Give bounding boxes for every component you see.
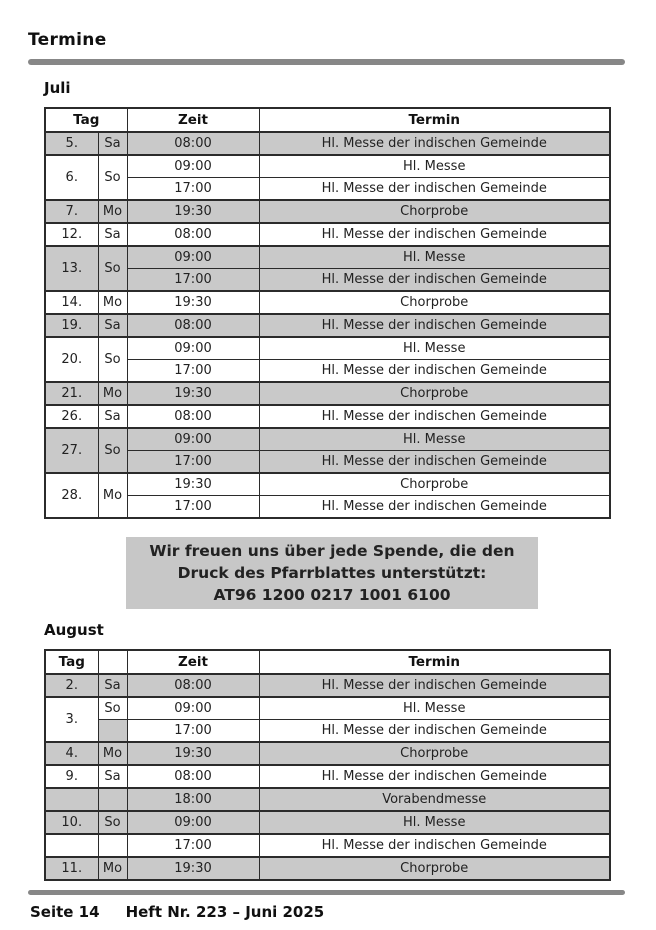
header-cell [98,650,127,674]
table-cell: 08:00 [127,765,259,788]
table-cell: Hl. Messe der indischen Gemeinde [259,269,610,292]
header-cell: Zeit [127,108,259,132]
table-cell: Hl. Messe der indischen Gemeinde [259,451,610,474]
table-cell: 11. [45,857,98,880]
table-cell [98,720,127,743]
footer-page-number: Seite 14 [30,903,100,921]
table-cell: So [98,246,127,291]
table-cell: 17:00 [127,269,259,292]
table-cell: 17:00 [127,178,259,201]
table-cell: Sa [98,132,127,155]
table-cell: Hl. Messe [259,697,610,720]
table-row [45,132,610,155]
table-row [45,697,610,720]
table-cell: 17:00 [127,720,259,743]
table-cell: 09:00 [127,428,259,451]
table-row [45,742,610,765]
table-cell: 9. [45,765,98,788]
table-cell [45,788,98,811]
table-cell: 08:00 [127,314,259,337]
table-cell: Vorabendmesse [259,788,610,811]
table-row [45,473,610,496]
footer-rule [28,890,625,895]
table-row [45,451,610,474]
table-cell [45,834,98,857]
table-row [45,720,610,743]
table-cell: So [98,428,127,473]
table-cell: Mo [98,291,127,314]
table-cell: Chorprobe [259,291,610,314]
table-cell: 09:00 [127,697,259,720]
table-cell: Hl. Messe der indischen Gemeinde [259,132,610,155]
header-cell: Tag [45,108,127,132]
table-cell: Hl. Messe der indischen Gemeinde [259,178,610,201]
header-rule [28,59,625,65]
table-cell: 17:00 [127,360,259,383]
table-row [45,857,610,880]
table-cell: 17:00 [127,496,259,519]
table-cell: Hl. Messe [259,246,610,269]
table-cell: 08:00 [127,132,259,155]
table-cell: 19:30 [127,382,259,405]
table-cell: Hl. Messe [259,337,610,360]
table-cell: 19:30 [127,857,259,880]
header-cell: Termin [259,108,610,132]
donation-line: Druck des Pfarrblattes unterstützt: [177,564,487,582]
schedule-table-juli [44,107,611,519]
table-cell: 13. [45,246,98,291]
table-cell: 4. [45,742,98,765]
table-cell: 5. [45,132,98,155]
table-cell: Sa [98,405,127,428]
table-cell: Hl. Messe der indischen Gemeinde [259,834,610,857]
table-cell: Sa [98,765,127,788]
table-cell: Hl. Messe der indischen Gemeinde [259,314,610,337]
table-cell: 12. [45,223,98,246]
table-cell: Chorprobe [259,382,610,405]
header-cell: Termin [259,650,610,674]
section-juli [28,79,628,519]
table-cell: Hl. Messe der indischen Gemeinde [259,674,610,697]
table-row [45,269,610,292]
table-row [45,314,610,337]
donation-iban: AT96 1200 0217 1001 6100 [213,586,451,604]
table-cell: 19:30 [127,473,259,496]
table-cell: Sa [98,223,127,246]
table-cell: Chorprobe [259,473,610,496]
table-cell: So [98,155,127,200]
table-cell: 09:00 [127,337,259,360]
table-cell: 2. [45,674,98,697]
header-cell: Tag [45,650,98,674]
table-row [45,246,610,269]
table-row [45,382,610,405]
table-row [45,428,610,451]
table-cell: So [98,811,127,834]
section-august [28,621,628,881]
table-cell [98,834,127,857]
table-cell: Sa [98,314,127,337]
table-cell: 17:00 [127,451,259,474]
table-cell [98,788,127,811]
table-cell: 20. [45,337,98,382]
table-cell: 7. [45,200,98,223]
table-cell: Chorprobe [259,200,610,223]
table-cell: 19:30 [127,291,259,314]
footer-issue: Heft Nr. 223 – Juni 2025 [125,903,325,921]
table-row [45,337,610,360]
table-row [45,200,610,223]
table-cell: 18:00 [127,788,259,811]
table-cell: Mo [98,857,127,880]
table-cell: Hl. Messe der indischen Gemeinde [259,360,610,383]
table-cell: Mo [98,742,127,765]
page-title: Termine [28,30,107,50]
table-cell: 09:00 [127,246,259,269]
schedule-table-august [44,649,611,881]
page-footer [30,903,628,921]
table-row [45,291,610,314]
table-cell: Hl. Messe der indischen Gemeinde [259,765,610,788]
table-cell: Hl. Messe der indischen Gemeinde [259,720,610,743]
table-cell: So [98,337,127,382]
table-cell: 27. [45,428,98,473]
donation-box [126,537,538,609]
table-cell: Hl. Messe der indischen Gemeinde [259,223,610,246]
table-row [45,674,610,697]
table-cell: 6. [45,155,98,200]
table-row [45,765,610,788]
table-cell: 28. [45,473,98,518]
table-cell: So [98,697,127,720]
section-title-august: August [44,621,104,639]
header-cell: Zeit [127,650,259,674]
table-row [45,155,610,178]
section-title-juli: Juli [44,79,71,97]
table-cell: Chorprobe [259,742,610,765]
table-row [45,811,610,834]
table-cell: Mo [98,200,127,223]
table-row [45,360,610,383]
table-row [45,405,610,428]
table-cell: 08:00 [127,405,259,428]
table-cell: 19:30 [127,200,259,223]
table-cell: Hl. Messe der indischen Gemeinde [259,496,610,519]
table-cell: 21. [45,382,98,405]
table-cell: 26. [45,405,98,428]
table-cell: Sa [98,674,127,697]
table-cell: 10. [45,811,98,834]
table-cell: 19:30 [127,742,259,765]
table-cell: Hl. Messe [259,428,610,451]
table-cell: Hl. Messe [259,811,610,834]
table-cell: 14. [45,291,98,314]
table-row [45,223,610,246]
table-cell: Mo [98,382,127,405]
table-cell: Chorprobe [259,857,610,880]
table-cell: 09:00 [127,811,259,834]
table-cell: Mo [98,473,127,518]
table-row [45,834,610,857]
table-cell: 3. [45,697,98,742]
table-cell: 08:00 [127,223,259,246]
table-row [45,178,610,201]
table-cell: Hl. Messe [259,155,610,178]
donation-line: Wir freuen uns über jede Spende, die den [149,542,515,560]
table-cell: 08:00 [127,674,259,697]
table-cell: 19. [45,314,98,337]
table-cell: Hl. Messe der indischen Gemeinde [259,405,610,428]
table-cell: 09:00 [127,155,259,178]
table-row [45,788,610,811]
table-row [45,496,610,519]
table-cell: 17:00 [127,834,259,857]
